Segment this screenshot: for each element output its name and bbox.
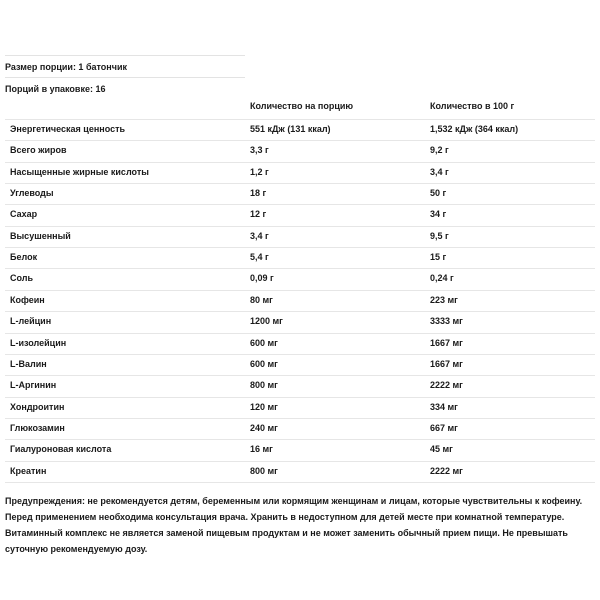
table-row — [0, 119, 600, 141]
per-100g-value: 667 мг — [430, 422, 458, 433]
per-100g-value: 50 г — [430, 188, 447, 199]
nutrient-name: L-Валин — [10, 358, 47, 369]
table-row — [0, 439, 600, 461]
divider — [5, 77, 245, 78]
table-row — [0, 354, 600, 376]
per-serving-value: 600 мг — [250, 358, 278, 369]
table-row — [0, 226, 600, 248]
per-serving-value: 240 мг — [250, 422, 278, 433]
per-100g-value: 2222 мг — [430, 380, 463, 391]
nutrient-name: Креатин — [10, 465, 47, 476]
table-row — [0, 247, 600, 269]
nutrient-name: Углеводы — [10, 188, 54, 199]
nutrient-name: Гиалуроновая кислота — [10, 444, 112, 455]
nutrient-name: Всего жиров — [10, 145, 67, 156]
per-100g-value: 3,4 г — [430, 166, 449, 177]
per-serving-value: 16 мг — [250, 444, 273, 455]
per-100g-value: 0,24 г — [430, 273, 454, 284]
table-row — [0, 311, 600, 333]
column-header-per-serving: Количество на порцию — [250, 101, 354, 111]
per-serving-value: 3,4 г — [250, 230, 269, 241]
nutrient-name: Белок — [10, 252, 38, 263]
divider — [5, 55, 245, 56]
per-100g-value: 45 мг — [430, 444, 453, 455]
table-row — [0, 375, 600, 397]
nutrient-name: Высушенный — [10, 230, 71, 241]
nutrient-name: Энергетическая ценность — [10, 124, 126, 134]
per-100g-value: 9,2 г — [430, 145, 449, 156]
per-serving-value: 12 г — [250, 209, 267, 220]
nutrient-name: Насыщенные жирные кислоты — [10, 166, 149, 177]
per-serving-value: 600 мг — [250, 337, 278, 348]
nutrient-name: L-лейцин — [10, 316, 52, 327]
per-100g-value: 1667 мг — [430, 337, 463, 348]
per-100g-value: 1,532 кДж (364 ккал) — [430, 124, 519, 134]
per-serving-value: 800 мг — [250, 465, 278, 476]
nutrient-name: Хондроитин — [10, 401, 65, 412]
nutrient-name: Глюкозамин — [10, 422, 65, 433]
per-serving-value: 5,4 г — [250, 252, 269, 263]
table-row — [0, 183, 600, 205]
nutrient-name: Соль — [10, 273, 34, 284]
nutrient-name: L-Аргинин — [10, 380, 57, 391]
table-bottom-divider — [5, 482, 595, 483]
per-100g-value: 223 мг — [430, 294, 458, 305]
table-row — [0, 204, 600, 226]
warning-text: Предупреждения: не рекомендуется детям, беременным или кормящим женщинам и лицам, которые чувствительны к кофеину. Перед применением необходима консультация врача. Хранить в недоступном для детей месте при комнатной температуре. Витаминный комплекс не является заменой пищевым продуктам и не может заменить обычный прием пищи. Не превышать суточную рекомендуемую дозу. — [5, 496, 583, 554]
nutrient-name: L-изолейцин — [10, 337, 67, 348]
per-100g-value: 2222 мг — [430, 465, 463, 476]
per-serving-value: 551 кДж (131 ккал) — [250, 124, 331, 134]
table-row — [0, 162, 600, 184]
per-serving-value: 1,2 г — [250, 166, 269, 177]
serving-size: Размер порции: 1 батончик — [5, 62, 127, 72]
table-row — [0, 418, 600, 440]
table-row — [0, 333, 600, 355]
nutrient-name: Кофеин — [10, 294, 45, 305]
nutrient-name: Сахар — [10, 209, 38, 220]
per-100g-value: 334 мг — [430, 401, 458, 412]
table-row — [0, 268, 600, 290]
table-row — [0, 140, 600, 162]
column-header-per-100g: Количество в 100 г — [430, 101, 515, 111]
per-100g-value: 15 г — [430, 252, 447, 263]
table-row — [0, 461, 600, 483]
per-100g-value: 9,5 г — [430, 230, 449, 241]
table-row — [0, 397, 600, 419]
table-row — [0, 290, 600, 312]
per-100g-value: 34 г — [430, 209, 447, 220]
per-100g-value: 1667 мг — [430, 358, 463, 369]
per-100g-value: 3333 мг — [430, 316, 463, 327]
servings-per-package: Порций в упаковке: 16 — [5, 84, 106, 94]
per-serving-value: 0,09 г — [250, 273, 274, 284]
per-serving-value: 800 мг — [250, 380, 278, 391]
per-serving-value: 1200 мг — [250, 316, 283, 327]
per-serving-value: 3,3 г — [250, 145, 269, 156]
per-serving-value: 120 мг — [250, 401, 278, 412]
per-serving-value: 80 мг — [250, 294, 273, 305]
per-serving-value: 18 г — [250, 188, 267, 199]
